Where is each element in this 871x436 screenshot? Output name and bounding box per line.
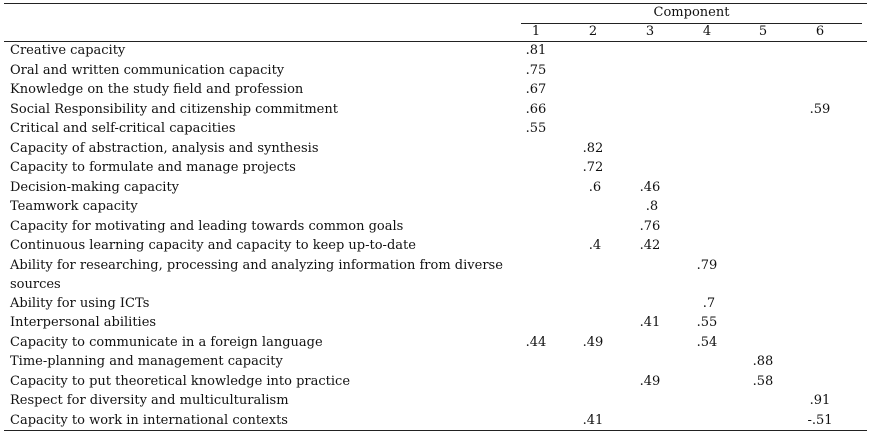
component-header: Component bbox=[653, 5, 730, 20]
loading-cell: .59 bbox=[809, 101, 831, 117]
column-header-4: 4 bbox=[702, 24, 712, 39]
loading-cell: .7 bbox=[702, 295, 716, 311]
row-label: Capacity to work in international contexts bbox=[10, 412, 288, 428]
loading-cell: .4 bbox=[588, 238, 602, 253]
loading-cell: .6 bbox=[588, 179, 602, 195]
row-label: Capacity to put theoretical knowledge into practice bbox=[10, 373, 351, 389]
loading-cell: .79 bbox=[696, 257, 718, 273]
loading-cell: .75 bbox=[525, 62, 547, 78]
row-label: Creative capacity bbox=[10, 43, 126, 58]
loading-cell: .55 bbox=[525, 121, 547, 136]
row-label: Critical and self-critical capacities bbox=[10, 121, 236, 136]
loading-cell: .41 bbox=[639, 315, 661, 330]
column-header-1: 1 bbox=[531, 24, 541, 39]
row-label: Capacity for motivating and leading towards common goals bbox=[10, 218, 404, 234]
header-rule bbox=[4, 41, 867, 42]
row-label: Social Responsibility and citizenship commitment bbox=[10, 101, 338, 117]
column-header-5: 5 bbox=[758, 24, 768, 39]
bottom-rule bbox=[4, 430, 867, 431]
loading-cell: .44 bbox=[525, 334, 547, 350]
row-label: Teamwork capacity bbox=[10, 199, 138, 214]
loading-cell: .49 bbox=[639, 373, 661, 389]
loading-cell: .46 bbox=[639, 179, 661, 195]
loading-cell: .91 bbox=[809, 393, 831, 408]
row-label: Capacity of abstraction, analysis and synthesis bbox=[10, 140, 319, 156]
loading-cell: .67 bbox=[525, 82, 547, 97]
loading-cell: .41 bbox=[582, 412, 604, 428]
loading-cell: .81 bbox=[525, 43, 547, 58]
loading-cell: -.51 bbox=[807, 412, 833, 428]
loading-cell: .76 bbox=[639, 218, 661, 234]
loading-cell: .88 bbox=[752, 354, 774, 369]
row-label: Continuous learning capacity and capacity to keep up-to-date bbox=[10, 238, 416, 253]
row-label: Time-planning and management capacity bbox=[10, 354, 283, 369]
row-label: Interpersonal abilities bbox=[10, 315, 157, 330]
row-label: Ability for using ICTs bbox=[10, 295, 150, 311]
loading-cell: .54 bbox=[696, 334, 718, 350]
row-label: Respect for diversity and multiculturalism bbox=[10, 393, 289, 408]
loading-cell: .72 bbox=[582, 160, 604, 175]
row-label: Oral and written communication capacity bbox=[10, 62, 285, 78]
column-header-3: 3 bbox=[645, 24, 655, 39]
column-header-2: 2 bbox=[588, 24, 598, 39]
column-header-6: 6 bbox=[815, 24, 825, 39]
row-label: Knowledge on the study field and profession bbox=[10, 82, 304, 97]
loading-cell: .66 bbox=[525, 101, 547, 117]
loading-cell: .8 bbox=[645, 199, 659, 214]
loading-cell: .42 bbox=[639, 238, 661, 253]
loading-cell: .58 bbox=[752, 373, 774, 389]
loading-cell: .49 bbox=[582, 334, 604, 350]
loading-cell: .82 bbox=[582, 140, 604, 156]
row-label: Capacity to formulate and manage projects bbox=[10, 160, 296, 175]
loading-cell: .55 bbox=[696, 315, 718, 330]
row-label: Decision-making capacity bbox=[10, 179, 180, 195]
row-label: Capacity to communicate in a foreign language bbox=[10, 334, 323, 350]
row-label: Ability for researching, processing and analyzing information from diverse sources bbox=[10, 257, 503, 292]
